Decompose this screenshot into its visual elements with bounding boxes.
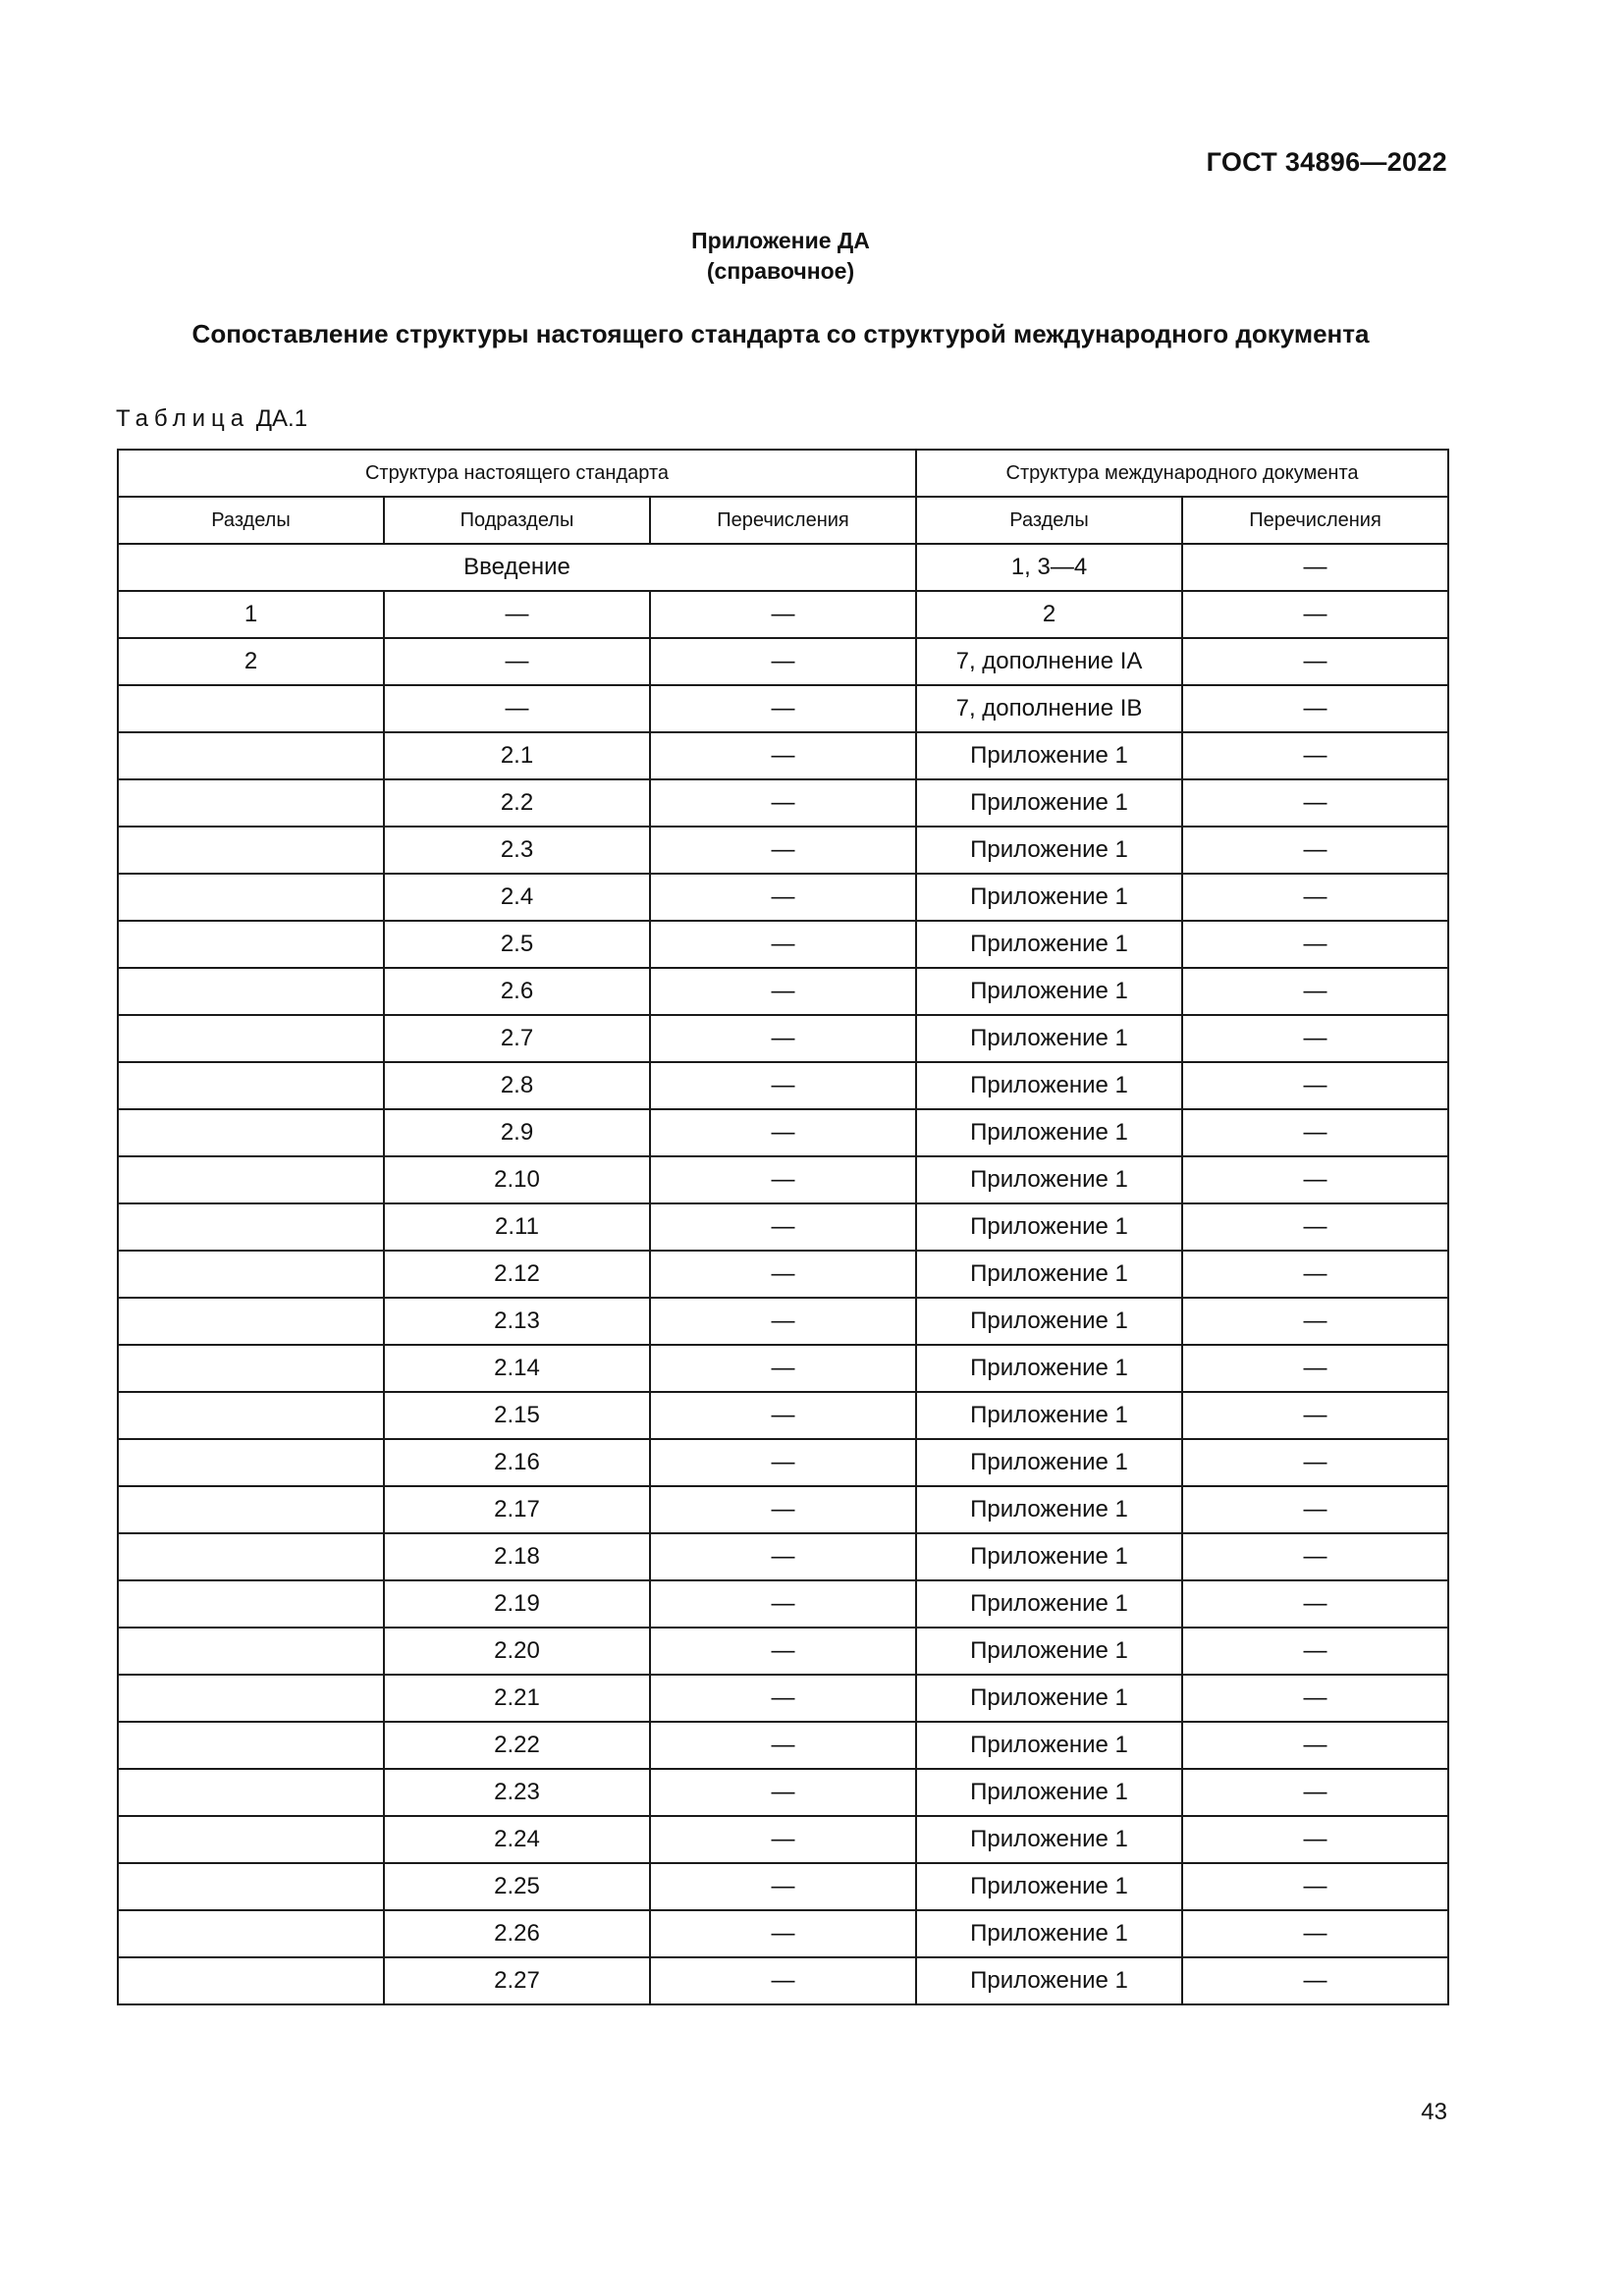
table-cell: 2.13	[384, 1298, 650, 1345]
table-cell: —	[650, 1580, 916, 1628]
table-cell: —	[384, 638, 650, 685]
table-row	[118, 1722, 1448, 1769]
main-title: Сопоставление структуры настоящего стандарта со структурой международного документа	[191, 319, 1370, 348]
table-cell: Приложение 1	[916, 1580, 1182, 1628]
table-row	[118, 1533, 1448, 1580]
table-row	[118, 1628, 1448, 1675]
table-cell: 2.11	[384, 1203, 650, 1251]
table-cell: —	[1182, 1251, 1448, 1298]
table-cell: —	[650, 1957, 916, 2004]
table-cell: —	[650, 1392, 916, 1439]
table-cell: —	[650, 1439, 916, 1486]
table-cell	[118, 1863, 384, 1910]
table-cell: —	[1182, 968, 1448, 1015]
table-cell: —	[1182, 1533, 1448, 1580]
table-cell	[118, 779, 384, 827]
table-cell: Приложение 1	[916, 1392, 1182, 1439]
table-row	[118, 685, 1448, 732]
table-cell: 7, дополнение IB	[916, 685, 1182, 732]
table-cell: —	[1182, 732, 1448, 779]
table-row	[118, 591, 1448, 638]
table-cell: Приложение 1	[916, 1439, 1182, 1486]
table-cell	[118, 732, 384, 779]
table-cell: Приложение 1	[916, 1109, 1182, 1156]
table-cell: —	[1182, 921, 1448, 968]
table-cell	[118, 1156, 384, 1203]
table-cell: —	[384, 685, 650, 732]
table-body	[118, 450, 1448, 2004]
table-cell: —	[650, 1298, 916, 1345]
table-cell: —	[1182, 544, 1448, 591]
table-cell: —	[1182, 1910, 1448, 1957]
table-cell: 2	[118, 638, 384, 685]
appendix-subtitle: (справочное)	[706, 258, 855, 284]
table-cell: 2.14	[384, 1345, 650, 1392]
table-cell	[118, 1251, 384, 1298]
table-row	[118, 1062, 1448, 1109]
table-cell: 2.6	[384, 968, 650, 1015]
table-cell: Приложение 1	[916, 1863, 1182, 1910]
table-cell: Приложение 1	[916, 874, 1182, 921]
table-cell: 2.18	[384, 1533, 650, 1580]
table-cell: —	[1182, 1439, 1448, 1486]
table-row	[118, 779, 1448, 827]
table-cell: —	[650, 1251, 916, 1298]
group-header-row	[118, 450, 1448, 497]
table-row	[118, 1957, 1448, 2004]
table-cell	[118, 1345, 384, 1392]
appendix-title: Приложение ДА	[691, 228, 870, 253]
table-cell: —	[650, 1628, 916, 1675]
table-cell	[118, 921, 384, 968]
table-row	[118, 1251, 1448, 1298]
group-header-international: Структура международного документа	[916, 450, 1448, 497]
table-cell: 7, дополнение IA	[916, 638, 1182, 685]
table-cell: 1	[118, 591, 384, 638]
table-cell: Приложение 1	[916, 1910, 1182, 1957]
table-cell: —	[650, 591, 916, 638]
table-cell: —	[1182, 1156, 1448, 1203]
appendix-heading	[0, 226, 1561, 287]
table-cell	[118, 1769, 384, 1816]
table-cell: —	[650, 968, 916, 1015]
column-header: Перечисления	[1182, 497, 1448, 544]
table-cell: —	[1182, 1580, 1448, 1628]
table-cell: 2	[916, 591, 1182, 638]
table-cell: 2.3	[384, 827, 650, 874]
column-header: Перечисления	[650, 497, 916, 544]
table-cell: —	[650, 921, 916, 968]
table-cell	[118, 1675, 384, 1722]
table-cell: —	[1182, 591, 1448, 638]
table-row	[118, 1439, 1448, 1486]
table-cell: 2.21	[384, 1675, 650, 1722]
table-cell: 2.20	[384, 1628, 650, 1675]
table-row	[118, 968, 1448, 1015]
table-cell: —	[650, 1863, 916, 1910]
table-cell: 2.4	[384, 874, 650, 921]
table-cell	[118, 1062, 384, 1109]
table-row	[118, 1580, 1448, 1628]
table-cell: —	[1182, 638, 1448, 685]
table-cell: —	[650, 1675, 916, 1722]
table-cell: —	[1182, 1957, 1448, 2004]
table-cell: —	[1182, 1816, 1448, 1863]
table-cell: —	[1182, 685, 1448, 732]
table-cell: Приложение 1	[916, 968, 1182, 1015]
table-cell: —	[1182, 1722, 1448, 1769]
table-cell: —	[1182, 1345, 1448, 1392]
page-number: 43	[1421, 2099, 1447, 2125]
table-cell: —	[650, 1109, 916, 1156]
table-cell: —	[650, 827, 916, 874]
table-cell	[118, 1722, 384, 1769]
table-row	[118, 874, 1448, 921]
table-cell: —	[650, 1203, 916, 1251]
table-cell: —	[1182, 1863, 1448, 1910]
table-cell: —	[1182, 1062, 1448, 1109]
table-cell: —	[1182, 1675, 1448, 1722]
table-cell: 2.15	[384, 1392, 650, 1439]
table-cell: Приложение 1	[916, 1345, 1182, 1392]
table-cell: Приложение 1	[916, 921, 1182, 968]
table-row	[118, 1298, 1448, 1345]
table-cell: —	[650, 779, 916, 827]
table-cell: —	[650, 1345, 916, 1392]
table-cell: 2.10	[384, 1156, 650, 1203]
table-cell: 2.8	[384, 1062, 650, 1109]
table-cell: —	[1182, 1015, 1448, 1062]
table-caption-word: Таблица	[116, 405, 250, 432]
table-cell	[118, 1439, 384, 1486]
table-cell: Приложение 1	[916, 732, 1182, 779]
table-cell: —	[650, 685, 916, 732]
table-cell: —	[1182, 1203, 1448, 1251]
table-cell	[118, 1486, 384, 1533]
table-cell: —	[650, 1533, 916, 1580]
column-header: Подразделы	[384, 497, 650, 544]
table-cell: 2.27	[384, 1957, 650, 2004]
table-cell: 1, 3—4	[916, 544, 1182, 591]
table-row	[118, 1863, 1448, 1910]
table-cell	[118, 1957, 384, 2004]
table-row	[118, 1675, 1448, 1722]
table-cell: —	[650, 732, 916, 779]
table-cell: —	[650, 1062, 916, 1109]
table-cell	[118, 1910, 384, 1957]
table-cell: —	[650, 1769, 916, 1816]
table-row	[118, 1769, 1448, 1816]
table-cell: 2.12	[384, 1251, 650, 1298]
table-cell	[118, 1392, 384, 1439]
table-row	[118, 827, 1448, 874]
table-cell: —	[650, 1156, 916, 1203]
table-row	[118, 1345, 1448, 1392]
table-cell	[118, 1816, 384, 1863]
table-cell: 2.24	[384, 1816, 650, 1863]
table-cell: Приложение 1	[916, 1675, 1182, 1722]
table-row	[118, 1203, 1448, 1251]
table-cell: Введение	[118, 544, 916, 591]
table-cell: Приложение 1	[916, 1533, 1182, 1580]
table-cell	[118, 1533, 384, 1580]
table-cell	[118, 1203, 384, 1251]
table-cell: —	[384, 591, 650, 638]
table-cell	[118, 1015, 384, 1062]
table-cell: Приложение 1	[916, 1486, 1182, 1533]
table-cell: 2.23	[384, 1769, 650, 1816]
table-cell: —	[1182, 827, 1448, 874]
table-cell: Приложение 1	[916, 827, 1182, 874]
table-cell: Приложение 1	[916, 1769, 1182, 1816]
table-cell: Приложение 1	[916, 779, 1182, 827]
table-cell	[118, 1298, 384, 1345]
table-row	[118, 1015, 1448, 1062]
table-caption-id: ДА.1	[255, 405, 308, 432]
table-cell: —	[1182, 1486, 1448, 1533]
table-row	[118, 1156, 1448, 1203]
table-cell: —	[1182, 1298, 1448, 1345]
table-cell	[118, 1109, 384, 1156]
table-cell: Приложение 1	[916, 1816, 1182, 1863]
comparison-table	[117, 449, 1449, 2005]
table-cell: 2.16	[384, 1439, 650, 1486]
table-cell: —	[650, 1910, 916, 1957]
table-cell: Приложение 1	[916, 1298, 1182, 1345]
table-cell: —	[650, 1015, 916, 1062]
table-cell: —	[1182, 1392, 1448, 1439]
table-cell: Приложение 1	[916, 1628, 1182, 1675]
table-caption	[116, 405, 307, 433]
table-cell: 2.7	[384, 1015, 650, 1062]
table-cell: 2.2	[384, 779, 650, 827]
document-code: ГОСТ 34896—2022	[1206, 147, 1447, 177]
table-cell: —	[1182, 1628, 1448, 1675]
table-cell: 2.25	[384, 1863, 650, 1910]
table-cell: —	[650, 1816, 916, 1863]
table-cell	[118, 968, 384, 1015]
table-cell: 2.5	[384, 921, 650, 968]
table-cell	[118, 685, 384, 732]
table-row	[118, 1486, 1448, 1533]
group-header-national: Структура настоящего стандарта	[118, 450, 916, 497]
table-cell: —	[650, 638, 916, 685]
table-cell: —	[1182, 874, 1448, 921]
column-header: Разделы	[118, 497, 384, 544]
table-row	[118, 1910, 1448, 1957]
table-cell: 2.9	[384, 1109, 650, 1156]
table-cell: Приложение 1	[916, 1722, 1182, 1769]
table-cell: Приложение 1	[916, 1957, 1182, 2004]
table-row	[118, 1109, 1448, 1156]
table-cell: 2.17	[384, 1486, 650, 1533]
table-cell: 2.19	[384, 1580, 650, 1628]
table-cell: —	[650, 874, 916, 921]
table-cell: Приложение 1	[916, 1251, 1182, 1298]
table-row	[118, 1392, 1448, 1439]
table-cell	[118, 1580, 384, 1628]
table-cell: —	[1182, 779, 1448, 827]
table-cell: Приложение 1	[916, 1062, 1182, 1109]
table-cell: Приложение 1	[916, 1156, 1182, 1203]
column-header: Разделы	[916, 497, 1182, 544]
table-row	[118, 732, 1448, 779]
table-cell	[118, 874, 384, 921]
table-cell: 2.1	[384, 732, 650, 779]
table-cell: —	[650, 1486, 916, 1533]
table-row	[118, 921, 1448, 968]
table-cell	[118, 827, 384, 874]
table-cell: Приложение 1	[916, 1015, 1182, 1062]
column-header-row	[118, 497, 1448, 544]
table-cell	[118, 1628, 384, 1675]
table-cell: —	[1182, 1769, 1448, 1816]
table-cell: Приложение 1	[916, 1203, 1182, 1251]
table-cell: 2.26	[384, 1910, 650, 1957]
table-cell: —	[650, 1722, 916, 1769]
intro-row	[118, 544, 1448, 591]
table-cell: 2.22	[384, 1722, 650, 1769]
table-cell: —	[1182, 1109, 1448, 1156]
table-row	[118, 638, 1448, 685]
table-row	[118, 1816, 1448, 1863]
